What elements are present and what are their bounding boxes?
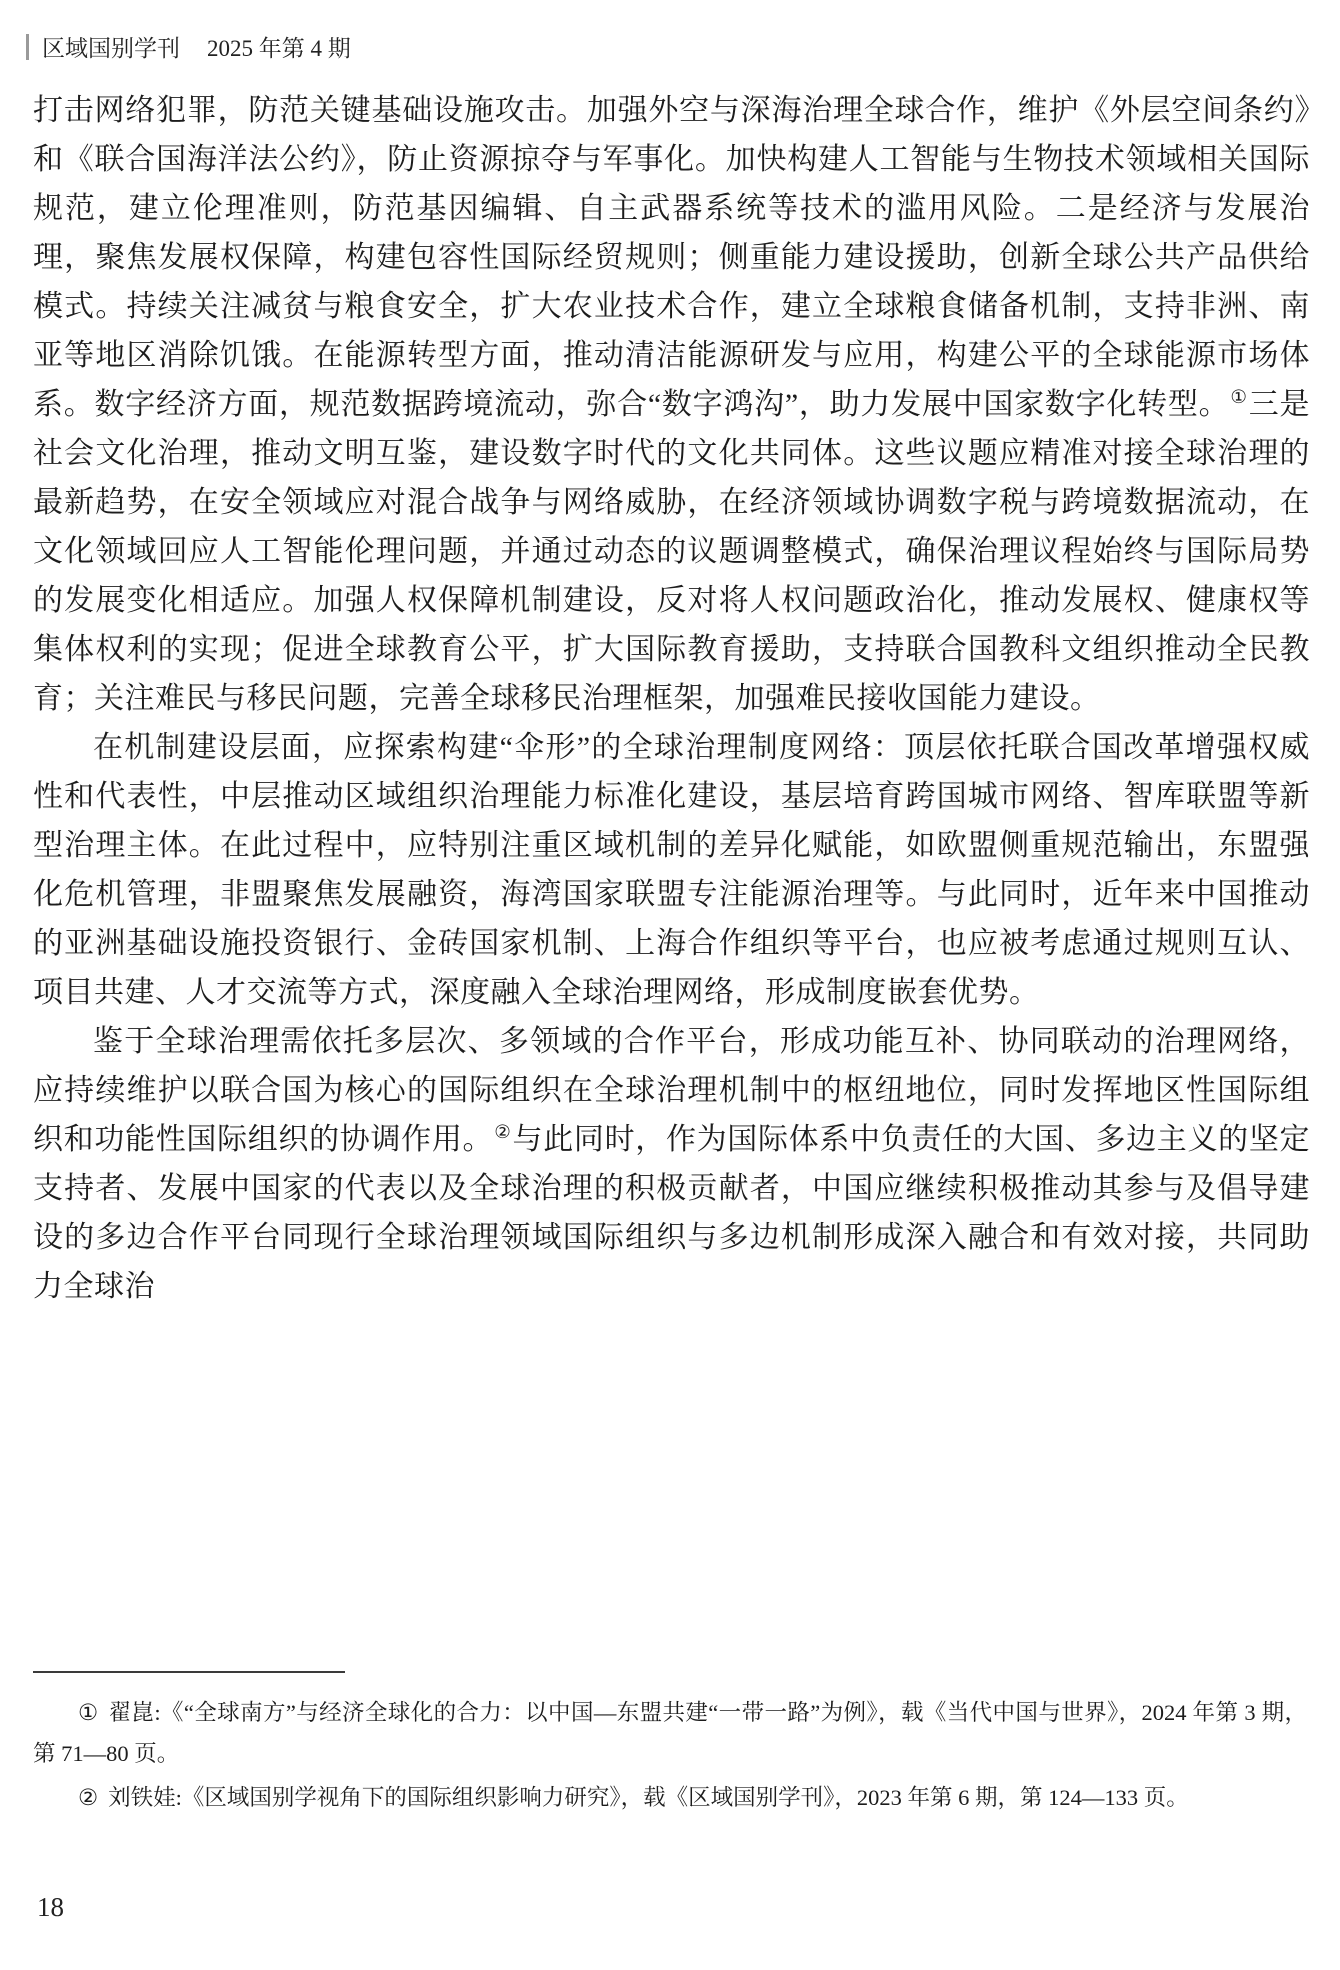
footnote-marker: ② [78,1785,99,1810]
journal-issue: 2025 年第 4 期 [207,36,351,61]
footnote-1 [33,1692,1307,1774]
footnote-divider [33,1671,345,1673]
footnotes-section [33,1692,1307,1821]
journal-title: 区域国别学刊 [42,36,180,61]
page-number: 18 [37,1892,64,1922]
page-header [26,30,351,63]
article-body [33,86,1310,1311]
footnote-2 [33,1777,1307,1818]
footnote-reference: ① [1230,387,1248,408]
header-rule-icon [26,34,29,60]
paragraph-2: 在机制建设层面，应探索构建“伞形”的全球治理制度网络：顶层依托联合国改革增强权威性和代表性，中层推动区域组织治理能力标准化建设，基层培育跨国城市网络、智库联盟等新型治理主体。在此过程中，应特别注重区域机制的差异化赋能，如欧盟侧重规范输出，东盟强化危机管理，非盟聚焦发展融资，海湾国家联盟专注能源治理等。与此同时，近年来中国推动的亚洲基础设施投资银行、金砖国家机制、上海合作组织等平台，也应被考虑通过规则互认、项目共建、人才交流等方式，深度融入全球治理网络，形成制度嵌套优势。 [33,731,1310,1009]
footnote-text: 刘铁娃:《区域国别学视角下的国际组织影响力研究》，载《区域国别学刊》，2023 年第 6 期，第 124—133 页。 [108,1785,1189,1810]
paragraph-1: 打击网络犯罪，防范关键基础设施攻击。加强外空与深海治理全球合作，维护《外层空间条约》和《联合国海洋法公约》，防止资源掠夺与军事化。加快构建人工智能与生物技术领域相关国际规范，建立伦理准则，防范基因编辑、自主武器系统等技术的滥用风险。二是经济与发展治理，聚焦发展权保障，构建包容性国际经贸规则；侧重能力建设援助，创新全球公共产品供给模式。持续关注减贫与粮食安全，扩大农业技术合作，建立全球粮食储备机制，支持非洲、南亚等地区消除饥饿。在能源转型方面，推动清洁能源研发与应用，构建公平的全球能源市场体系。数字经济方面，规范数据跨境流动，弥合“数字鸿沟”，助力发展中国家数字化转型。①三是社会文化治理，推动文明互鉴，建设数字时代的文化共同体。这些议题应精准对接全球治理的最新趋势，在安全领域应对混合战争与网络威胁，在经济领域协调数字税与跨境数据流动，在文化领域回应人工智能伦理问题，并通过动态的议题调整模式，确保治理议程始终与国际局势的发展变化相适应。加强人权保障机制建设，反对将人权问题政治化，推动发展权、健康权等集体权利的实现；促进全球教育公平，扩大国际教育援助，支持联合国教科文组织推动全民教育；关注难民与移民问题，完善全球移民治理框架，加强难民接收国能力建设。 [33,94,1311,715]
footnote-reference: ② [494,1122,512,1143]
footnote-marker: ① [78,1700,99,1725]
paragraph-3: 鉴于全球治理需依托多层次、多领域的合作平台，形成功能互补、协同联动的治理网络，应持续维护以联合国为核心的国际组织在全球治理机制中的枢纽地位，同时发挥地区性国际组织和功能性国际组织的协调作用。②与此同时，作为国际体系中负责任的大国、多边主义的坚定支持者、发展中国家的代表以及全球治理的积极贡献者，中国应继续积极推动其参与及倡导建设的多边合作平台同现行全球治理领域国际组织与多边机制形成深入融合和有效对接，共同助力全球治 [33,1025,1311,1303]
footnote-text: 翟崑:《“全球南方”与经济全球化的合力：以中国—东盟共建“一带一路”为例》，载《当代中国与世界》，2024 年第 3 期，第 71—80 页。 [33,1700,1308,1766]
